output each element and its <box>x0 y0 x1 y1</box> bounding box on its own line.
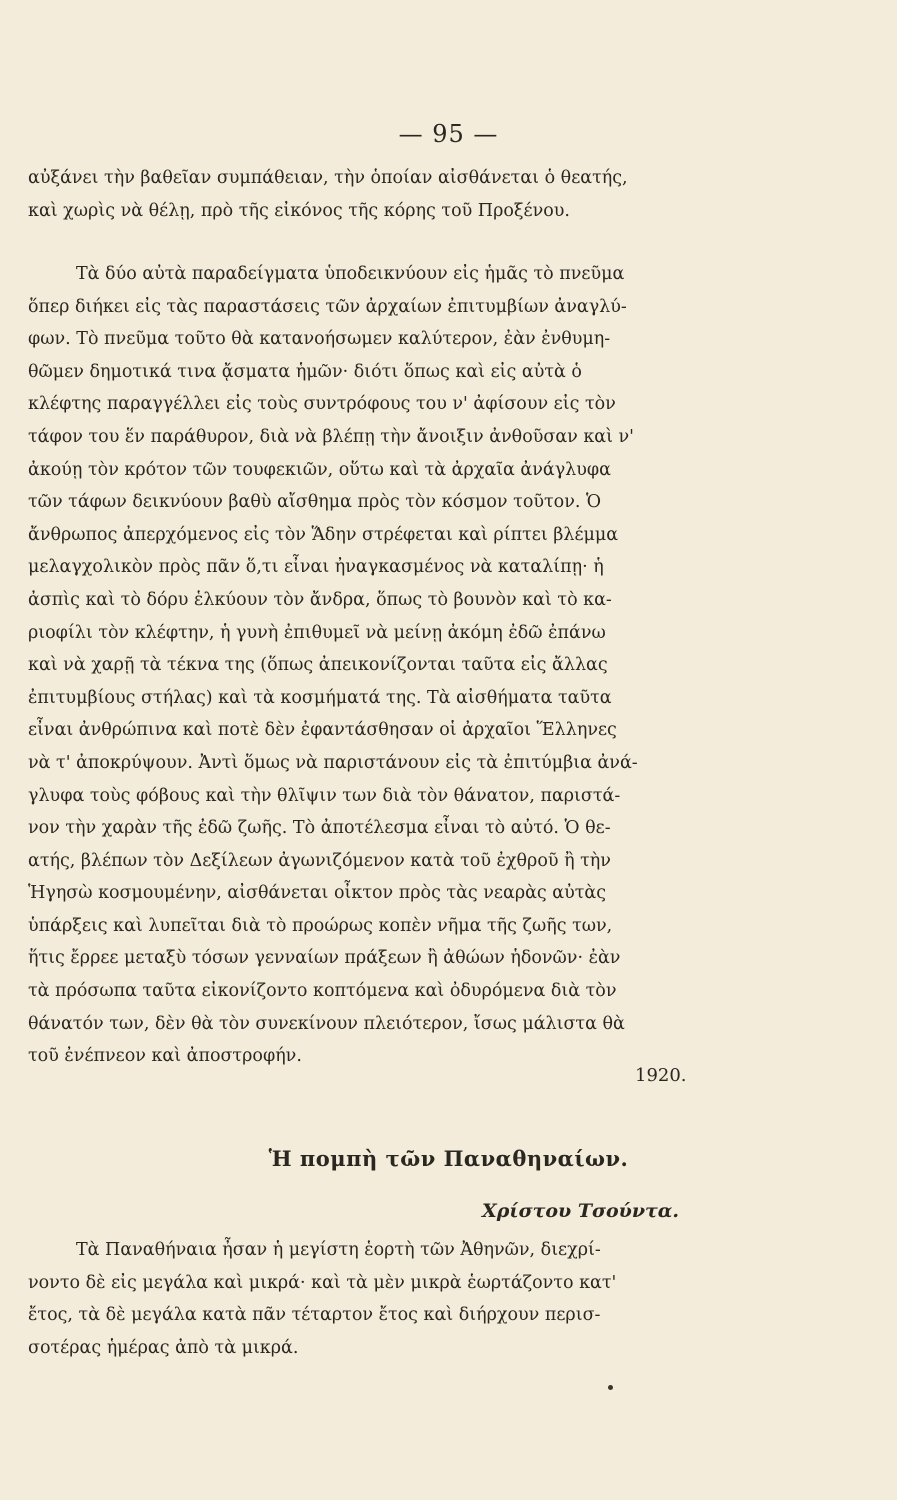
text-line: θάνατόν των, δὲν θὰ τὸν συνεκίνουν πλειότερον, ἴσως μάλιστα θὰ <box>28 1013 625 1034</box>
text-line: γλυφα τοὺς φόβους καὶ τὴν θλῖψιν των διὰ τὸν θάνατον, παριστά- <box>28 785 621 806</box>
text-line: ἄνθρωπος ἀπερχόμενος εἰς τὸν Ἅδην στρέφεται καὶ ρίπτει βλέμμα <box>28 524 619 545</box>
text-line: φων. Τὸ πνεῦμα τοῦτο θὰ κατανοήσωμεν καλύτερον, ἐὰν ἐνθυμη- <box>28 329 611 350</box>
text-line: καὶ νὰ χαρῇ τὰ τέκνα της (ὅπως ἀπεικονίζονται ταῦτα εἰς ἄλλας <box>28 655 608 676</box>
paragraph-continuation <box>28 162 740 227</box>
text-line: νον τὴν χαρὰν τῆς ἐδῶ ζωῆς. Τὸ ἀποτέλεσμα εἶναι τὸ αὐτό. Ὁ θε- <box>28 818 611 839</box>
text-line: θῶμεν δημοτικά τινα ᾄσματα ἡμῶν· διότι ὅπως καὶ εἰς αὐτὰ ὁ <box>28 361 582 382</box>
text-line: νοντο δὲ εἰς μεγάλα καὶ μικρά· καὶ τὰ μὲν μικρὰ ἑωρτάζοντο κατ' <box>28 1272 617 1293</box>
text-line: ὅπερ διήκει εἰς τὰς παραστάσεις τῶν ἀρχαίων ἐπιτυμβίων ἀναγλύ- <box>28 296 627 317</box>
paragraph-panathenaea <box>28 1234 740 1364</box>
text-line: Ἡγησὼ κοσμουμένην, αἰσθάνεται οἶκτον πρὸς τὰς νεαρὰς αὐτὰς <box>28 883 607 904</box>
text-line: μελαγχολικὸν πρὸς πᾶν ὅ,τι εἶναι ἠναγκασμένος νὰ καταλίπῃ· ἡ <box>28 557 604 578</box>
text-line: Τὰ δύο αὐτὰ παραδείγματα ὑποδεικνύουν εἰς ἡμᾶς τὸ πνεῦμα <box>76 264 625 284</box>
text-line: ἥτις ἔρρεε μεταξὺ τόσων γενναίων πράξεων ἢ ἀθώων ἡδονῶν· ἐὰν <box>28 948 621 969</box>
text-line: εἶναι ἀνθρώπινα καὶ ποτὲ δὲν ἐφαντάσθησαν οἱ ἀρχαῖοι Ἕλληνες <box>28 720 617 741</box>
text-line: ἀκούῃ τὸν κρότον τῶν τουφεκιῶν, οὕτω καὶ τὰ ἀρχαῖα ἀνάγλυφα <box>28 459 611 480</box>
text-line: τοῦ ἐνέπνεον καὶ ἀποστροφήν. <box>28 1046 302 1067</box>
text-line: ἐπιτυμβίους στήλας) καὶ τὰ κοσμήματά της. Τὰ αἰσθήματα ταῦτα <box>28 687 612 708</box>
text-line: τὰ πρόσωπα ταῦτα εἰκονίζοντο κοπτόμενα καὶ ὀδυρόμενα διὰ τὸν <box>28 981 617 1002</box>
page-number: — 95 — <box>398 120 499 148</box>
text-line: Τὰ Παναθήναια ἦσαν ἡ μεγίστη ἑορτὴ τῶν Ἀθηνῶν, διεχρί- <box>76 1240 601 1260</box>
text-line: τάφον του ἕν παράθυρον, διὰ νὰ βλέπῃ τὴν ἄνοιξιν ἀνθοῦσαν καὶ ν' <box>28 426 634 447</box>
year-signature: 1920. <box>635 1065 687 1086</box>
section-author: Χρίστου Τσούντα. <box>482 1200 680 1222</box>
section-title: Ἡ πομπὴ τῶν Παναθηναίων. <box>268 1146 629 1171</box>
text-line: ἔτος, τὰ δὲ μεγάλα κατὰ πᾶν τέταρτον ἔτος καὶ διήρχουν περισ- <box>28 1305 601 1326</box>
ink-speck <box>608 1385 613 1390</box>
text-line: νὰ τ' ἀποκρύψουν. Ἀντὶ ὅμως νὰ παριστάνουν εἰς τὰ ἐπιτύμβια ἀνά- <box>28 752 638 773</box>
text-line: ἀσπὶς καὶ τὸ δόρυ ἑλκύουν τὸν ἄνδρα, ὅπως τὸ βουνὸν καὶ τὸ κα- <box>28 589 612 610</box>
paragraph-main <box>28 258 740 1073</box>
text-line: καὶ χωρὶς νὰ θέλῃ, πρὸ τῆς εἰκόνος τῆς κόρης τοῦ Προξένου. <box>28 200 570 221</box>
text-line: ριοφίλι τὸν κλέφτην, ἡ γυνὴ ἐπιθυμεῖ νὰ μείνῃ ἀκόμη ἐδῶ ἐπάνω <box>28 622 606 643</box>
text-line: τῶν τάφων δεικνύουν βαθὺ αἴσθημα πρὸς τὸν κόσμον τοῦτον. Ὁ <box>28 492 602 513</box>
text-line: κλέφτης παραγγέλλει εἰς τοὺς συντρόφους του ν' ἀφίσουν εἰς τὸν <box>28 394 616 415</box>
text-line: σοτέρας ἡμέρας ἀπὸ τὰ μικρά. <box>28 1337 299 1358</box>
text-line: αὐξάνει τὴν βαθεῖαν συμπάθειαν, τὴν ὁποίαν αἰσθάνεται ὁ θεατής, <box>28 168 628 188</box>
text-line: ατής, βλέπων τὸν Δεξίλεων ἀγωνιζόμενον κατὰ τοῦ ἐχθροῦ ἢ τὴν <box>28 850 611 871</box>
text-line: ὑπάρξεις καὶ λυπεῖται διὰ τὸ προώρως κοπὲν νῆμα τῆς ζωῆς των, <box>28 915 613 936</box>
